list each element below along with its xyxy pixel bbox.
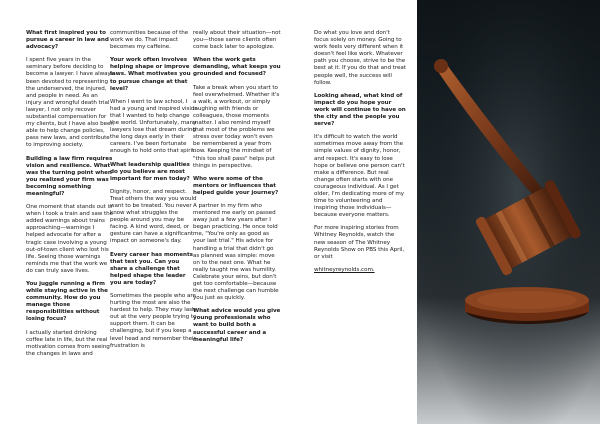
interview-answer: One moment that stands out is when I took a train and saw the added warnings about trains approaching—warnings I helped advocate for after a tragic case involving a young out-of-town client who lost his life. Seeing those warnings reminds me that the work we do can truly save lives. bbox=[26, 204, 113, 274]
interview-question: Every career has moments that test you. Can you share a challenge that helped shape the leader you are today? bbox=[110, 251, 193, 286]
interview-question: You juggle running a firm while staying active in the community. How do you manage those responsibilities without losing focus? bbox=[26, 281, 108, 323]
interview-answer: A partner in my firm who mentored me early on passed away just a few years after I began practicing. He once told me, "You're only as good as your last trial." His advice for handling a trial that didn't go as planned was simple: move on to the next one. What he really taught me was humility. Celebrate your wins, but don't get too comfortable—because the next challenge can humble you just as quickly. bbox=[193, 202, 279, 302]
interview-answer: communities because of the work we do. That impact becomes my caffeine. bbox=[110, 30, 189, 51]
website-link[interactable]: whitneyreynolds.com. bbox=[314, 266, 375, 273]
article-column-2 bbox=[110, 30, 198, 356]
interview-answer: Do what you love and don't focus solely on money. Going to work feels very different when it doesn't feel like work. Whatever path you choose, strive to be the best at it. If you do that and treat people well, the success will follow. bbox=[314, 30, 406, 86]
interview-question: Who were some of the mentors or influences that helped guide your journey? bbox=[193, 175, 279, 196]
gavel-illustration bbox=[417, 0, 600, 424]
interview-question: Your work often involves helping shape or improve laws. What motivates you to pursue change at that level? bbox=[110, 57, 191, 92]
interview-answer: When I went to law school, I had a young and inspired vision that I wanted to help change the world. Unfortunately, many lawyers lose that dream during the long days early in their careers. I've been fortunate enough to hold onto that spirit. bbox=[110, 98, 198, 155]
interview-answer: Sometimes the people who are hurting the most are also the hardest to help. They may lash out at the very people trying to support them. It can be challenging, but if you keep a level head and remember their frustration is bbox=[110, 293, 197, 349]
interview-question: What first inspired you to pursue a career in law and advocacy? bbox=[26, 30, 109, 51]
interview-question: Looking ahead, what kind of impact do you hope your work will continue to have on the city and the people you serve? bbox=[314, 92, 406, 128]
interview-answer: Dignity, honor, and respect. Treat others the way you would want to be treated. You never know what struggles the people around you may be facing. A kind word, deed, or gesture can have a significant impact on someone's day. bbox=[110, 188, 197, 245]
interview-answer: I spent five years in the seminary before deciding to become a lawyer. I have always been devoted to representing the underserved, the injured, and people in need. As an injury and wrongful death trial lawyer, I not only recover substantial compensation for my clients, but I have also been able to help change policies, pass new laws, and contribute to improving society. bbox=[26, 57, 114, 149]
article-column-1 bbox=[26, 30, 114, 364]
interview-answer: really about their situation—not you—those same clients often come back later to apologize. bbox=[193, 30, 281, 51]
interview-answer: For more inspiring stories from Whitney Reynolds, watch the new season of The Whitney Reynolds Show on PBS this April, or visit bbox=[314, 225, 405, 260]
interview-answer: I actually started drinking coffee late in life, but the real motivation comes from seeing the changes in laws and bbox=[26, 329, 110, 357]
article-column-3 bbox=[193, 30, 281, 350]
gavel-image bbox=[417, 0, 600, 424]
article-column-4 bbox=[314, 30, 406, 280]
interview-question: When the work gets demanding, what keeps you grounded and focused? bbox=[193, 57, 281, 78]
interview-answer: Take a break when you start to feel overwhelmed. Whether it's a walk, a workout, or simply laughing with friends or colleagues, those moments matter. I also remind myself that most of the problems we stress over today won't even be remembered a year from now. Keeping the mindset of "this too shall pass" helps put things in perspective. bbox=[193, 84, 280, 169]
interview-question: What advice would you give young professionals who want to build both a successful career and a meaningful life? bbox=[193, 308, 281, 343]
interview-question: Building a law firm requires vision and resilience. What was the turning point when you realized your firm was becoming something meaningful? bbox=[26, 155, 113, 197]
interview-question: What leadership qualities do you believe are most important for men today? bbox=[110, 161, 190, 182]
interview-answer: It's difficult to watch the world sometimes move away from the simple values of dignity, honor, and respect. It's easy to lose hope or believe one person can't make a difference. But real change often starts with one courageous individual. As I get older, I'm dedicating more of my time to volunteering and inspiring those individuals—because everyone matters. bbox=[314, 134, 405, 219]
